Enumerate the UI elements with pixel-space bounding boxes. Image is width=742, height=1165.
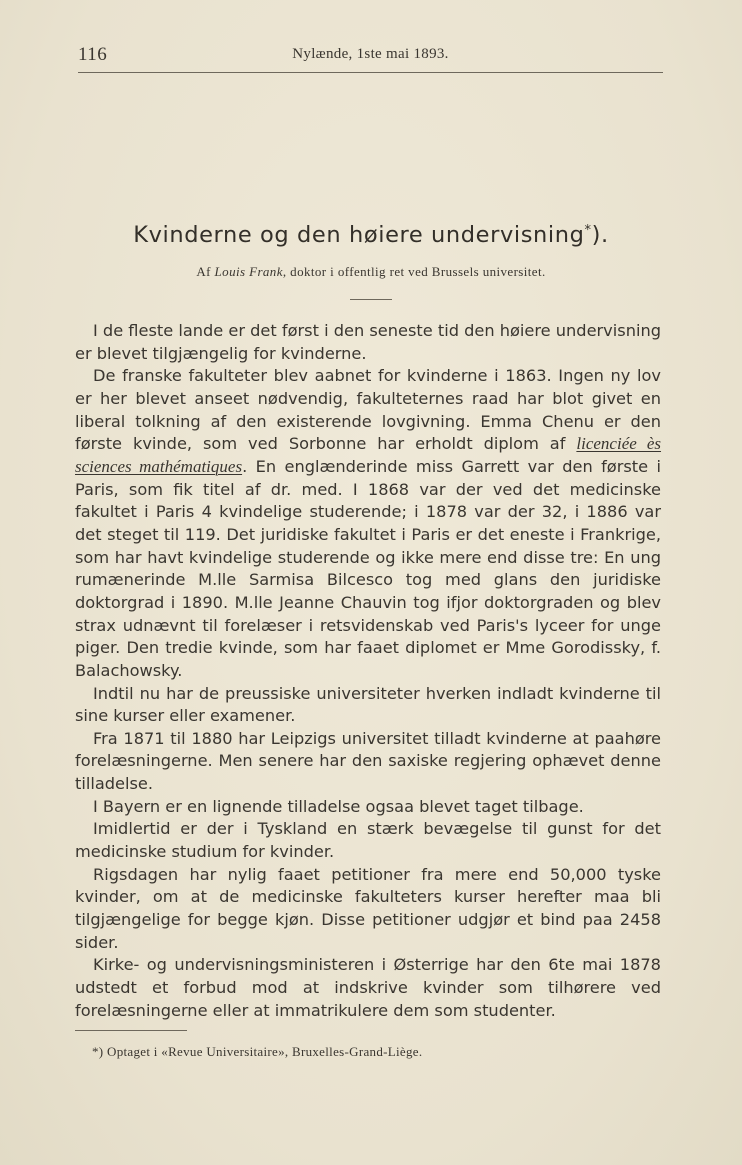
article-title <box>0 222 742 248</box>
article-title-text: Kvinderne og den høiere undervisning <box>133 222 585 248</box>
paragraph: I de fleste lande er det først i den seneste tid den høiere undervisning er blevet tilgjængelig for kvinderne. <box>75 321 661 363</box>
byline-prefix: Af <box>196 264 215 279</box>
paragraph: Imidlertid er der i Tyskland en stærk bevægelse til gunst for det medicinske studium for kvinder. <box>75 819 661 862</box>
paragraph <box>75 365 661 682</box>
paragraph-text: . En englænderinde miss Garrett var den første i Paris, som fik titel af dr. med. I 1868 var der ved det medicinske fakultet i Paris 4 kvindelige studerende; i 1878 var der 32, i 1886 var det steget til 119. Det juridiske fakultet i Paris er det eneste i Frankrige, som har havt kvindelige studerende og ikke mere end disse tre: En ung rumænerinde M.lle Sarmisa Bilcesco tog med glans den juridiske doktorgrad i 1890. M.lle Jeanne Chauvin tog ifjor doktorgraden og blev strax udnævnt til forelæser i retsvidenskab ved Paris's lyceer for unge piger. Den tredie kvinde, som har faaet diplomet er Mme Gorodissky, f. Balachowsky. <box>75 456 661 680</box>
title-footnote-mark: * <box>584 223 592 238</box>
running-head: Nylænde, 1ste mai 1893. <box>292 46 449 62</box>
page-number: 116 <box>78 44 108 65</box>
page-header <box>78 44 663 68</box>
emphasized-degree: licenciée ès sciences mathématiques <box>75 434 662 476</box>
paragraph: Indtil nu har de preussiske universiteter hverken indladt kvinderne til sine kurser eller examener. <box>75 683 661 726</box>
paragraph-text: De franske fakulteter blev aabnet for kvinderne i 1863. Ingen ny lov er her blevet anseet nødvendig, fakulteternes raad har blot givet en liberal tolkning af den existerende lovgivning. Emma Chenu er den første kvinde, som ved Sorbonne har erholdt diplom af <box>75 366 661 454</box>
paragraph: Fra 1871 til 1880 har Leipzigs universitet tilladt kvinderne at paahøre forelæsningerne. Men senere har den saxiske regjering ophævet denne tilladelse. <box>75 728 661 794</box>
footnote <box>92 1044 422 1060</box>
byline-suffix: , doktor i offentlig ret ved Brussels universitet. <box>282 264 546 279</box>
footnote-mark: *) <box>92 1044 104 1059</box>
footnote-text: Optaget i «Revue Universitaire», Bruxelles-Grand-Liège. <box>107 1044 423 1059</box>
article-title-end: ). <box>591 222 609 248</box>
title-divider <box>350 299 392 300</box>
article-body <box>75 320 661 1022</box>
header-rule <box>78 72 663 73</box>
byline <box>0 264 742 280</box>
footnote-rule <box>75 1030 187 1031</box>
author-name: Louis Frank <box>214 264 283 279</box>
paragraph: Rigsdagen har nylig faaet petitioner fra mere end 50,000 tyske kvinder, om at de medicinske fakulteters kurser herefter maa bli tilgjængelige for begge kjøn. Disse petitioner udgjør et bind paa 2458 sider. <box>75 864 661 952</box>
paragraph: Kirke- og undervisningsministeren i Østerrige har den 6te mai 1878 udstedt et forbud mod at indskrive kvinder som tilhørere ved forelæsningerne eller at immatrikulere dem som studenter. <box>75 955 661 1020</box>
paragraph: I Bayern er en lignende tilladelse ogsaa blevet taget tilbage. <box>93 796 584 816</box>
